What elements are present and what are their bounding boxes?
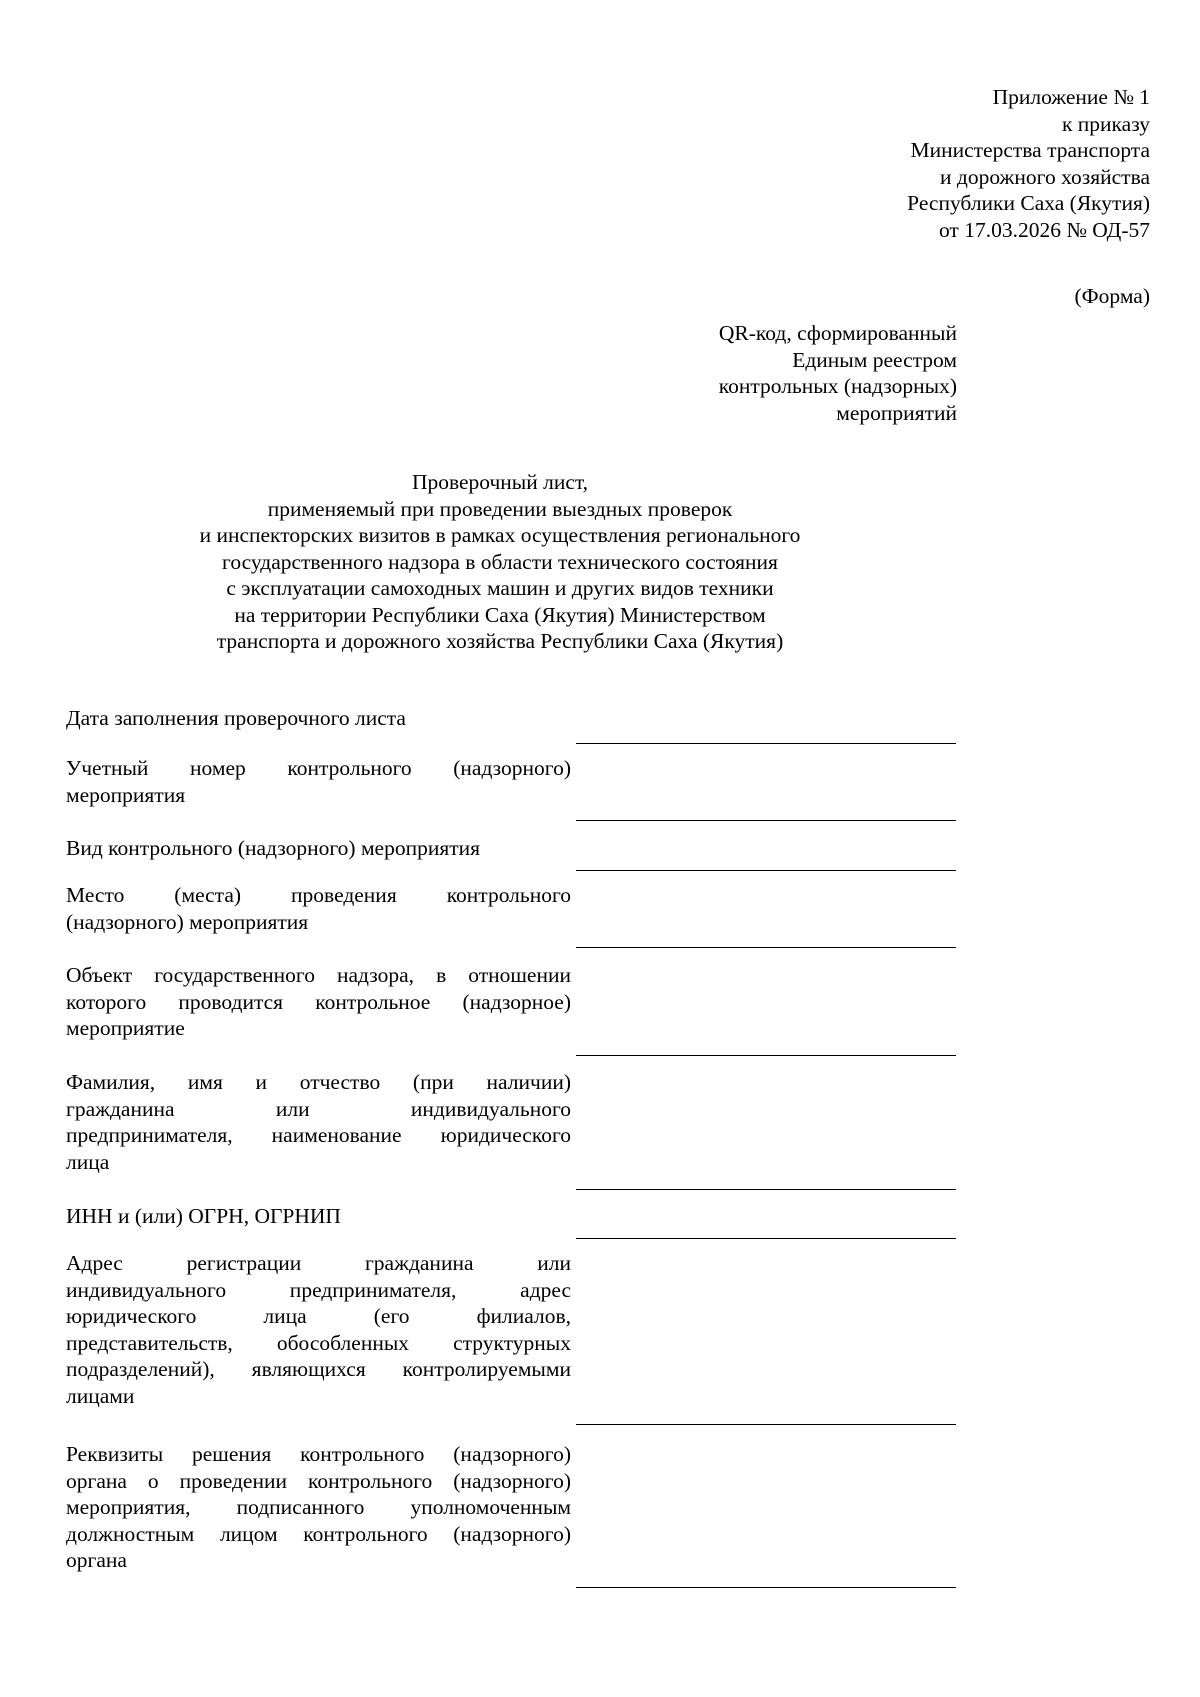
title-line: транспорта и дорожного хозяйства Республики Саха (Якутия) [216,629,784,653]
appendix-line: к приказу [1061,111,1150,136]
field-label-line: должностным лицом контрольного (надзорного) [66,1521,571,1546]
field-label [66,1250,571,1409]
field-label-line: Вид контрольного (надзорного) мероприятия [66,836,481,860]
field-decision-details-input-line[interactable] [576,1587,956,1588]
field-inn-ogrn-input-line[interactable] [576,1238,956,1239]
title-line: государственного надзора в области технического состояния [222,549,778,574]
form-mark: (Форма) [1074,284,1150,308]
appendix-line: Республики Саха (Якутия) [907,191,1150,215]
qr-caption-line: контрольных (надзорных) [718,374,957,398]
document-title [60,469,940,655]
field-label-line: Фамилия, имя и отчество (при наличии) [66,1070,571,1094]
field-label-line: которого проводится контрольное (надзорное) [66,989,571,1014]
appendix-line: Приложение № 1 [992,85,1150,109]
appendix-line: от 17.03.2026 № ОД-57 [938,217,1150,242]
field-address-input-line[interactable] [576,1424,956,1425]
field-label-line: органа [66,1548,127,1572]
field-label-line: лица [66,1149,110,1174]
qr-caption-line: QR-код, сформированный [718,321,957,345]
field-label-line: предпринимателя, наименование юридического [66,1123,571,1147]
field-label-line: Учетный номер контрольного (надзорного) [66,756,571,780]
title-line: на территории Республики Саха (Якутия) Министерством [234,602,766,627]
field-label [66,755,571,808]
field-label-line: гражданина или индивидуального [66,1096,571,1121]
field-label-line: Адрес регистрации гражданина или [66,1251,571,1275]
field-label-line: мероприятие [66,1016,185,1040]
title-line: с эксплуатации самоходных машин и других видов техники [226,576,774,600]
field-record-number-input-line[interactable] [576,820,956,821]
field-label [66,835,571,862]
title-line: и инспекторских визитов в рамках осуществления регионального [199,523,801,547]
field-label-line: мероприятия, подписанного уполномоченным [66,1495,571,1519]
field-label-line: подразделений), являющихся контролируемыми [66,1357,571,1381]
appendix-line: и дорожного хозяйства [940,164,1150,189]
field-label-line: органа о проведении контрольного (надзорного) [66,1468,571,1493]
field-event-place-input-line[interactable] [576,947,956,948]
field-event-type-input-line[interactable] [576,870,956,871]
qr-caption-line: Единым реестром [792,347,957,372]
qr-caption-line: мероприятий [836,400,957,425]
field-fill-date-input-line[interactable] [576,743,956,744]
field-person-name-input-line[interactable] [576,1189,956,1190]
field-label [66,1069,571,1175]
field-label-line: ИНН и (или) ОГРН, ОГРНИП [66,1204,341,1228]
field-label [66,882,571,935]
field-label-line: Дата заполнения проверочного листа [66,706,406,730]
field-label-line: Место (места) проведения контрольного [66,883,571,907]
title-line: применяемый при проведении выездных проверок [267,496,733,521]
appendix-header [650,84,1150,243]
field-label [66,705,571,732]
field-supervision-object-input-line[interactable] [576,1055,956,1056]
field-label-line: индивидуального предпринимателя, адрес [66,1277,571,1302]
field-label-line: (надзорного) мероприятия [66,909,309,934]
field-label-line: Реквизиты решения контрольного (надзорного) [66,1442,571,1466]
field-label [66,1441,571,1574]
title-line: Проверочный лист, [411,470,589,494]
field-label-line: юридического лица (его филиалов, [66,1304,571,1328]
field-label [66,1203,571,1230]
field-label-line: мероприятия [66,782,186,807]
qr-code-caption [557,320,957,426]
field-label-line: лицами [66,1383,135,1408]
field-label-line: представительств, обособленных структурных [66,1330,571,1355]
field-label-line: Объект государственного надзора, в отношении [66,963,571,987]
field-label [66,962,571,1042]
appendix-line: Министерства транспорта [910,138,1150,162]
